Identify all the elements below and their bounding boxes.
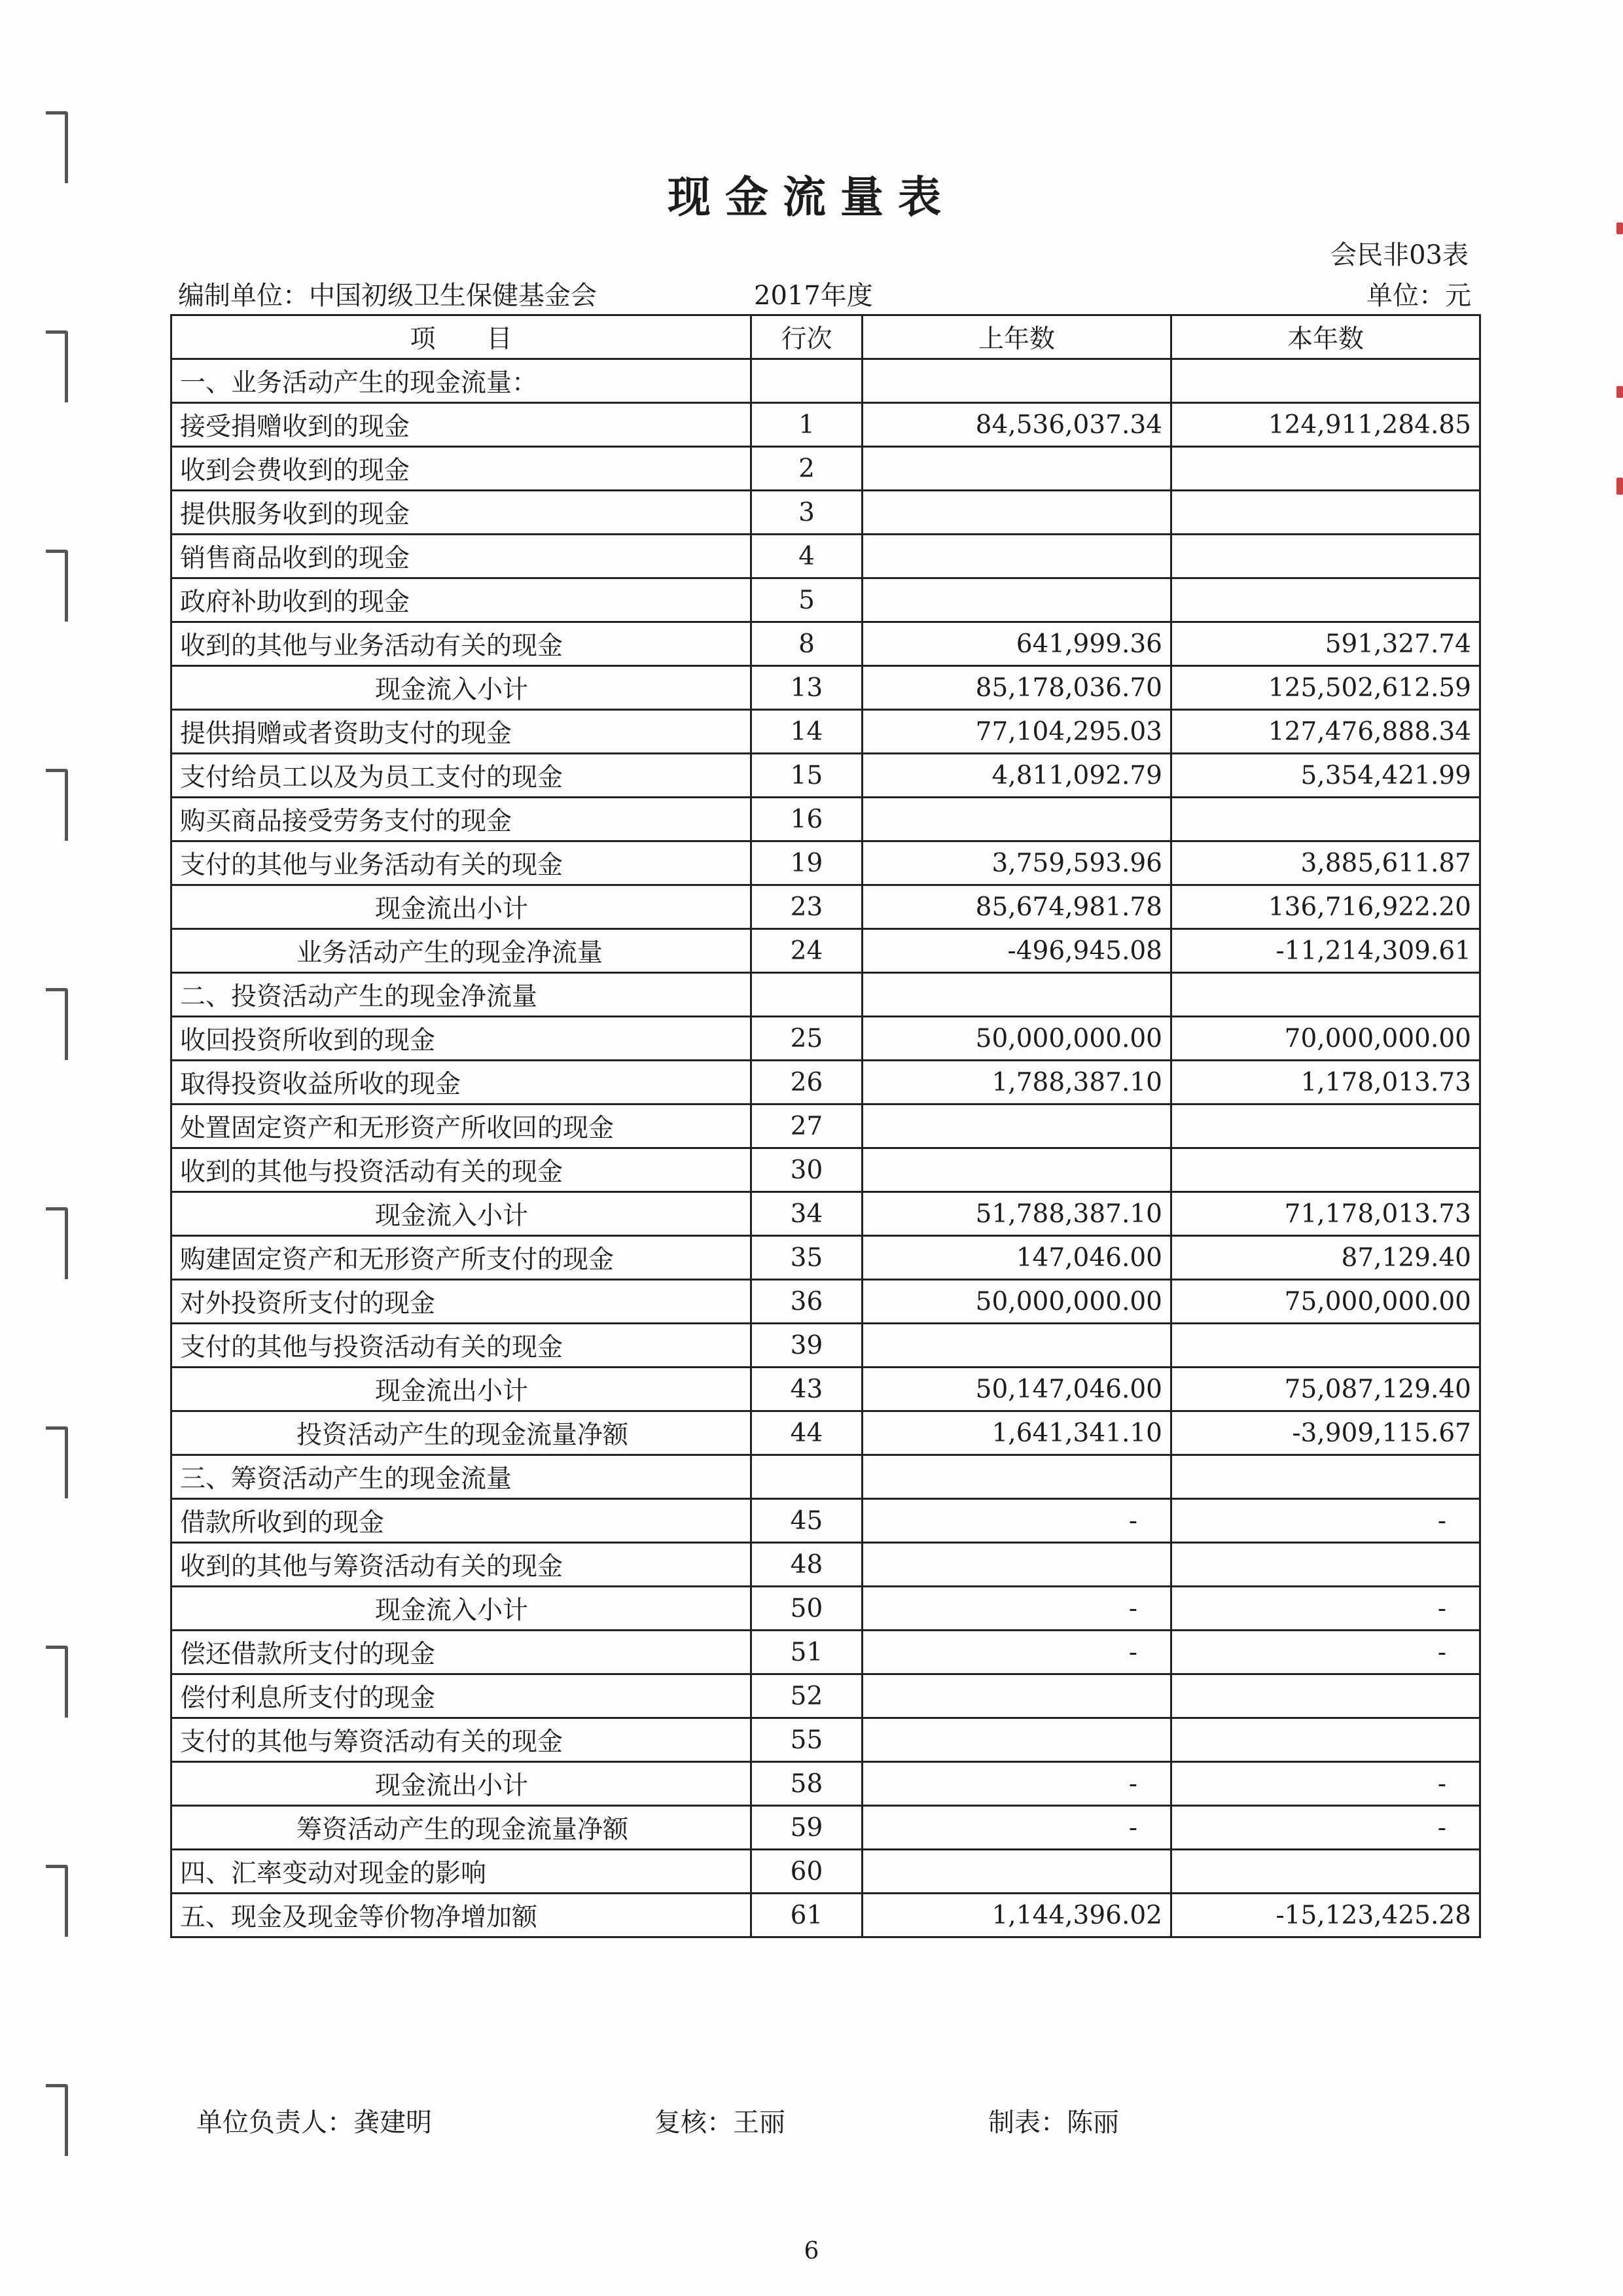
row-line-number: 59 [751, 1806, 863, 1850]
table-row [171, 1324, 1480, 1368]
row-previous-year-value: 1,144,396.02 [863, 1894, 1171, 1937]
row-previous-year-value: 3,759,593.96 [863, 841, 1171, 885]
row-previous-year-value: - [863, 1806, 1171, 1850]
row-current-year-value: 5,354,421.99 [1171, 754, 1480, 798]
table-row [171, 1017, 1480, 1061]
row-line-number: 44 [751, 1411, 863, 1455]
signature-footer [196, 2102, 1440, 2141]
row-previous-year-value: 1,641,341.10 [863, 1411, 1171, 1455]
row-previous-year-value: - [863, 1631, 1171, 1674]
row-item-label: 一、业务活动产生的现金流量： [171, 359, 751, 403]
row-current-year-value: 125,502,612.59 [1171, 666, 1480, 710]
row-item-label: 提供捐赠或者资助支付的现金 [171, 710, 751, 754]
row-previous-year-value: 50,000,000.00 [863, 1280, 1171, 1324]
table-row [171, 403, 1480, 447]
row-line-number: 23 [751, 885, 863, 929]
row-previous-year-value: 51,788,387.10 [863, 1192, 1171, 1236]
row-current-year-value [1171, 447, 1480, 491]
header-line: 行次 [751, 315, 863, 359]
row-item-label: 偿付利息所支付的现金 [171, 1674, 751, 1718]
row-previous-year-value [863, 1455, 1171, 1499]
row-line-number: 45 [751, 1499, 863, 1543]
row-item-label: 取得投资收益所收的现金 [171, 1061, 751, 1104]
row-current-year-value: 70,000,000.00 [1171, 1017, 1480, 1061]
row-previous-year-value [863, 578, 1171, 622]
row-item-label: 借款所收到的现金 [171, 1499, 751, 1543]
row-line-number: 39 [751, 1324, 863, 1368]
table-row [171, 447, 1480, 491]
table-row [171, 929, 1480, 973]
row-previous-year-value: - [863, 1587, 1171, 1631]
row-line-number: 26 [751, 1061, 863, 1104]
row-item-label: 收到的其他与筹资活动有关的现金 [171, 1543, 751, 1587]
row-current-year-value [1171, 798, 1480, 841]
row-item-label: 二、投资活动产生的现金净流量 [171, 973, 751, 1017]
row-current-year-value [1171, 973, 1480, 1017]
row-line-number: 58 [751, 1762, 863, 1806]
row-current-year-value: - [1171, 1762, 1480, 1806]
row-current-year-value: 3,885,611.87 [1171, 841, 1480, 885]
currency-unit: 单位：元 [1366, 281, 1471, 311]
row-previous-year-value [863, 1674, 1171, 1718]
row-current-year-value [1171, 1104, 1480, 1148]
row-line-number: 8 [751, 622, 863, 666]
table-row [171, 359, 1480, 403]
row-item-label: 政府补助收到的现金 [171, 578, 751, 622]
row-item-label: 偿还借款所支付的现金 [171, 1631, 751, 1674]
row-previous-year-value: 77,104,295.03 [863, 710, 1171, 754]
row-current-year-value [1171, 491, 1480, 535]
table-body [171, 359, 1480, 1937]
row-item-label: 销售商品收到的现金 [171, 535, 751, 578]
row-current-year-value: 591,327.74 [1171, 622, 1480, 666]
row-item-label: 支付给员工以及为员工支付的现金 [171, 754, 751, 798]
row-current-year-value: -15,123,425.28 [1171, 1894, 1480, 1937]
table-row [171, 1894, 1480, 1937]
row-line-number: 5 [751, 578, 863, 622]
row-line-number: 51 [751, 1631, 863, 1674]
row-line-number [751, 1455, 863, 1499]
row-previous-year-value [863, 1850, 1171, 1894]
row-previous-year-value: 50,147,046.00 [863, 1368, 1171, 1411]
row-previous-year-value: 147,046.00 [863, 1236, 1171, 1280]
header-item: 项 目 [171, 315, 751, 359]
row-line-number: 35 [751, 1236, 863, 1280]
row-line-number: 61 [751, 1894, 863, 1937]
row-item-label: 现金流入小计 [171, 1192, 751, 1236]
page-number: 6 [804, 2238, 819, 2265]
row-current-year-value [1171, 535, 1480, 578]
row-item-label: 购买商品接受劳务支付的现金 [171, 798, 751, 841]
row-current-year-value [1171, 1850, 1480, 1894]
row-previous-year-value [863, 1543, 1171, 1587]
row-item-label: 提供服务收到的现金 [171, 491, 751, 535]
row-previous-year-value [863, 1324, 1171, 1368]
binding-mark [46, 1426, 68, 1498]
row-item-label: 收到的其他与业务活动有关的现金 [171, 622, 751, 666]
row-current-year-value: 136,716,922.20 [1171, 885, 1480, 929]
table-row [171, 491, 1480, 535]
row-current-year-value: -3,909,115.67 [1171, 1411, 1480, 1455]
row-current-year-value: 1,178,013.73 [1171, 1061, 1480, 1104]
row-item-label: 四、汇率变动对现金的影响 [171, 1850, 751, 1894]
row-item-label: 支付的其他与业务活动有关的现金 [171, 841, 751, 885]
row-current-year-value [1171, 1543, 1480, 1587]
row-current-year-value [1171, 1324, 1480, 1368]
row-previous-year-value: 641,999.36 [863, 622, 1171, 666]
binding-mark [46, 1207, 68, 1279]
reporting-period: 2017年度 [754, 281, 873, 311]
row-item-label: 现金流出小计 [171, 1762, 751, 1806]
binding-mark [46, 550, 68, 622]
row-previous-year-value: - [863, 1499, 1171, 1543]
row-previous-year-value: 85,674,981.78 [863, 885, 1171, 929]
row-current-year-value: 71,178,013.73 [1171, 1192, 1480, 1236]
table-row [171, 1631, 1480, 1674]
table-row [171, 1368, 1480, 1411]
binding-mark [46, 769, 68, 841]
row-current-year-value [1171, 1148, 1480, 1192]
row-line-number: 1 [751, 403, 863, 447]
table-row [171, 666, 1480, 710]
row-line-number: 25 [751, 1017, 863, 1061]
table-row [171, 1455, 1480, 1499]
table-row [171, 973, 1480, 1017]
row-item-label: 现金流出小计 [171, 885, 751, 929]
row-current-year-value: - [1171, 1499, 1480, 1543]
table-row [171, 1280, 1480, 1324]
row-previous-year-value: -496,945.08 [863, 929, 1171, 973]
row-line-number: 16 [751, 798, 863, 841]
row-current-year-value [1171, 578, 1480, 622]
preparer: 制表：陈丽 [988, 2108, 1119, 2138]
row-line-number [751, 359, 863, 403]
row-current-year-value [1171, 1674, 1480, 1718]
table-row [171, 1718, 1480, 1762]
row-line-number: 34 [751, 1192, 863, 1236]
row-current-year-value: -11,214,309.61 [1171, 929, 1480, 973]
row-line-number: 13 [751, 666, 863, 710]
document-title: 现金流量表 [668, 172, 955, 222]
table-row [171, 1148, 1480, 1192]
table-row [171, 1236, 1480, 1280]
row-line-number: 60 [751, 1850, 863, 1894]
table-row [171, 798, 1480, 841]
row-item-label: 处置固定资产和无形资产所收回的现金 [171, 1104, 751, 1148]
row-line-number: 24 [751, 929, 863, 973]
margin-speck [1616, 386, 1623, 398]
row-current-year-value: 87,129.40 [1171, 1236, 1480, 1280]
row-line-number: 3 [751, 491, 863, 535]
table-row [171, 1674, 1480, 1718]
row-current-year-value: 127,476,888.34 [1171, 710, 1480, 754]
row-previous-year-value [863, 798, 1171, 841]
row-current-year-value: - [1171, 1806, 1480, 1850]
row-current-year-value [1171, 359, 1480, 403]
row-item-label: 现金流出小计 [171, 1368, 751, 1411]
row-item-label: 业务活动产生的现金净流量 [171, 929, 751, 973]
row-item-label: 收到会费收到的现金 [171, 447, 751, 491]
row-previous-year-value [863, 973, 1171, 1017]
row-previous-year-value: 84,536,037.34 [863, 403, 1171, 447]
row-item-label: 五、现金及现金等价物净增加额 [171, 1894, 751, 1937]
row-item-label: 投资活动产生的现金流量净额 [171, 1411, 751, 1455]
row-current-year-value: 124,911,284.85 [1171, 403, 1480, 447]
row-item-label: 支付的其他与筹资活动有关的现金 [171, 1718, 751, 1762]
row-previous-year-value [863, 359, 1171, 403]
row-line-number: 43 [751, 1368, 863, 1411]
row-previous-year-value: 85,178,036.70 [863, 666, 1171, 710]
table-header-row [171, 315, 1480, 359]
table-row [171, 578, 1480, 622]
header-current-year: 本年数 [1171, 315, 1480, 359]
row-item-label: 购建固定资产和无形资产所支付的现金 [171, 1236, 751, 1280]
table-row [171, 754, 1480, 798]
row-line-number: 55 [751, 1718, 863, 1762]
row-line-number: 4 [751, 535, 863, 578]
table-row [171, 885, 1480, 929]
row-current-year-value: - [1171, 1587, 1480, 1631]
reviewer: 复核：王丽 [654, 2108, 785, 2138]
row-current-year-value [1171, 1455, 1480, 1499]
binding-mark [46, 1865, 68, 1937]
table-row [171, 710, 1480, 754]
row-previous-year-value: 4,811,092.79 [863, 754, 1171, 798]
table-row [171, 1762, 1480, 1806]
row-line-number: 36 [751, 1280, 863, 1324]
row-previous-year-value: 1,788,387.10 [863, 1061, 1171, 1104]
table-row [171, 1104, 1480, 1148]
margin-speck [1616, 478, 1623, 495]
cash-flow-table [170, 314, 1481, 1938]
row-line-number: 30 [751, 1148, 863, 1192]
row-line-number: 19 [751, 841, 863, 885]
row-item-label: 收到的其他与投资活动有关的现金 [171, 1148, 751, 1192]
table-row [171, 1499, 1480, 1543]
table-row [171, 1587, 1480, 1631]
row-previous-year-value [863, 491, 1171, 535]
table-row [171, 841, 1480, 885]
binding-mark [46, 2084, 68, 2156]
table-row [171, 1192, 1480, 1236]
row-line-number: 15 [751, 754, 863, 798]
row-previous-year-value [863, 1718, 1171, 1762]
table-row [171, 622, 1480, 666]
row-previous-year-value [863, 1104, 1171, 1148]
row-previous-year-value [863, 447, 1171, 491]
row-line-number: 2 [751, 447, 863, 491]
binding-mark [46, 1646, 68, 1718]
row-current-year-value [1171, 1718, 1480, 1762]
row-current-year-value: 75,000,000.00 [1171, 1280, 1480, 1324]
table-row [171, 1543, 1480, 1587]
row-previous-year-value [863, 1148, 1171, 1192]
row-line-number [751, 973, 863, 1017]
row-item-label: 支付的其他与投资活动有关的现金 [171, 1324, 751, 1368]
row-item-label: 现金流入小计 [171, 1587, 751, 1631]
row-item-label: 对外投资所支付的现金 [171, 1280, 751, 1324]
row-previous-year-value [863, 535, 1171, 578]
responsible-person: 单位负责人：龚建明 [196, 2108, 432, 2138]
row-line-number: 52 [751, 1674, 863, 1718]
table-row [171, 1806, 1480, 1850]
row-item-label: 三、筹资活动产生的现金流量 [171, 1455, 751, 1499]
row-item-label: 现金流入小计 [171, 666, 751, 710]
row-line-number: 14 [751, 710, 863, 754]
meta-row [178, 275, 1478, 311]
organization-label: 编制单位：中国初级卫生保健基金会 [178, 281, 597, 311]
row-line-number: 50 [751, 1587, 863, 1631]
table-row [171, 535, 1480, 578]
table-row [171, 1061, 1480, 1104]
row-current-year-value: - [1171, 1631, 1480, 1674]
row-previous-year-value: 50,000,000.00 [863, 1017, 1171, 1061]
form-code: 会民非03表 [1330, 240, 1469, 270]
binding-mark [46, 988, 68, 1060]
row-item-label: 筹资活动产生的现金流量净额 [171, 1806, 751, 1850]
binding-mark [46, 330, 68, 402]
row-line-number: 27 [751, 1104, 863, 1148]
row-previous-year-value: - [863, 1762, 1171, 1806]
table-row [171, 1411, 1480, 1455]
row-current-year-value: 75,087,129.40 [1171, 1368, 1480, 1411]
table-row [171, 1850, 1480, 1894]
row-line-number: 48 [751, 1543, 863, 1587]
header-previous-year: 上年数 [863, 315, 1171, 359]
row-item-label: 收回投资所收到的现金 [171, 1017, 751, 1061]
row-item-label: 接受捐赠收到的现金 [171, 403, 751, 447]
